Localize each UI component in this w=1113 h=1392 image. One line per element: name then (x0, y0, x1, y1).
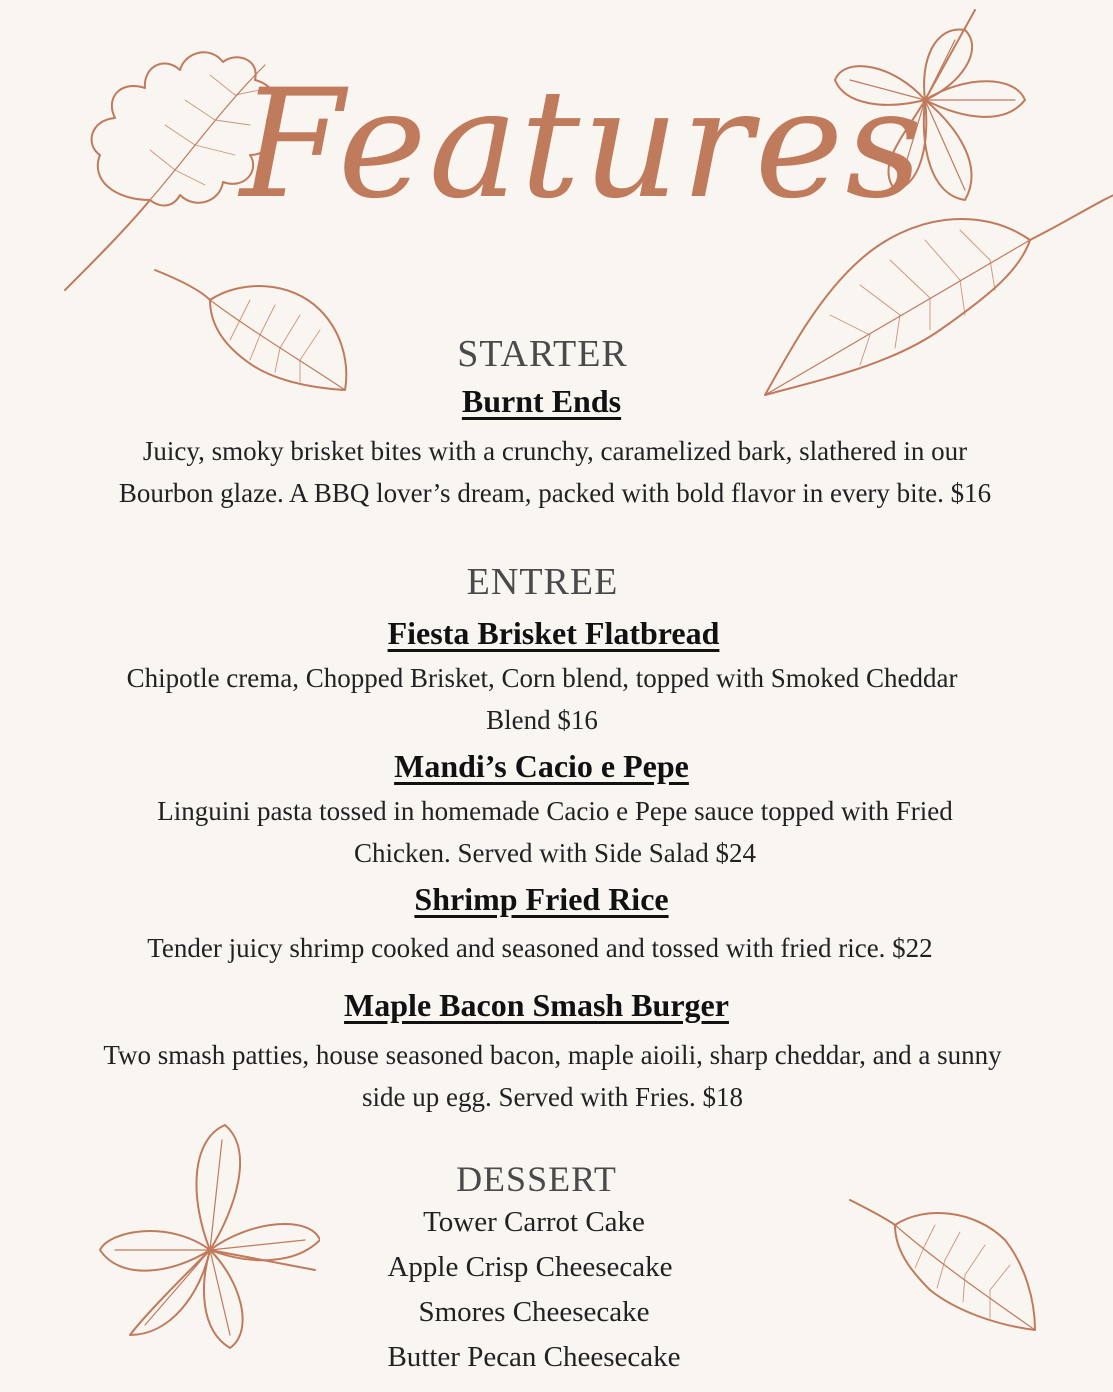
dish-description-shrimp-fried-rice: Tender juicy shrimp cooked and seasoned and tossed with fried rice. $22 (147, 933, 933, 963)
dessert-item: Smores Cheesecake (418, 1296, 650, 1328)
birch-leaf-icon (845, 1190, 1045, 1340)
dessert-item: Apple Crisp Cheesecake (387, 1251, 673, 1283)
dessert-item: Tower Carrot Cake (423, 1206, 645, 1238)
dessert-item: Butter Pecan Cheesecake (387, 1341, 681, 1373)
page-title: Features (240, 58, 925, 232)
dish-description-burnt-ends: Juicy, smoky brisket bites with a crunchy, caramelized bark, slathered in our Bourbon glaze. A BBQ lover’s dream, packed with bold flavor in every bite. $16 (118, 436, 992, 508)
birch-leaf-icon (150, 260, 360, 400)
dish-description-maple-bacon-smash-burger: Two smash patties, house seasoned bacon, maple aioili, sharp cheddar, and a sunny side up egg. Served with Fries. $18 (103, 1040, 1002, 1112)
dish-name-fiesta-brisket-flatbread: Fiesta Brisket Flatbread (387, 615, 720, 651)
dish-name-burnt-ends: Burnt Ends (461, 383, 622, 419)
section-heading-entree: ENTREE (466, 561, 619, 603)
dish-description-fiesta-brisket-flatbread: Chipotle crema, Chopped Brisket, Corn blend, topped with Smoked Cheddar Blend $16 (126, 663, 958, 735)
dish-name-cacio-e-pepe: Mandi’s Cacio e Pepe (394, 748, 689, 784)
section-heading-dessert: DESSERT (456, 1159, 617, 1199)
dish-name-shrimp-fried-rice: Shrimp Fried Rice (414, 881, 669, 917)
section-heading-starter: STARTER (457, 333, 628, 375)
dish-description-cacio-e-pepe: Linguini pasta tossed in homemade Cacio e Pepe sauce topped with Fried Chicken. Served with Side Salad $24 (157, 796, 953, 868)
dish-name-maple-bacon-smash-burger: Maple Bacon Smash Burger (344, 987, 729, 1023)
